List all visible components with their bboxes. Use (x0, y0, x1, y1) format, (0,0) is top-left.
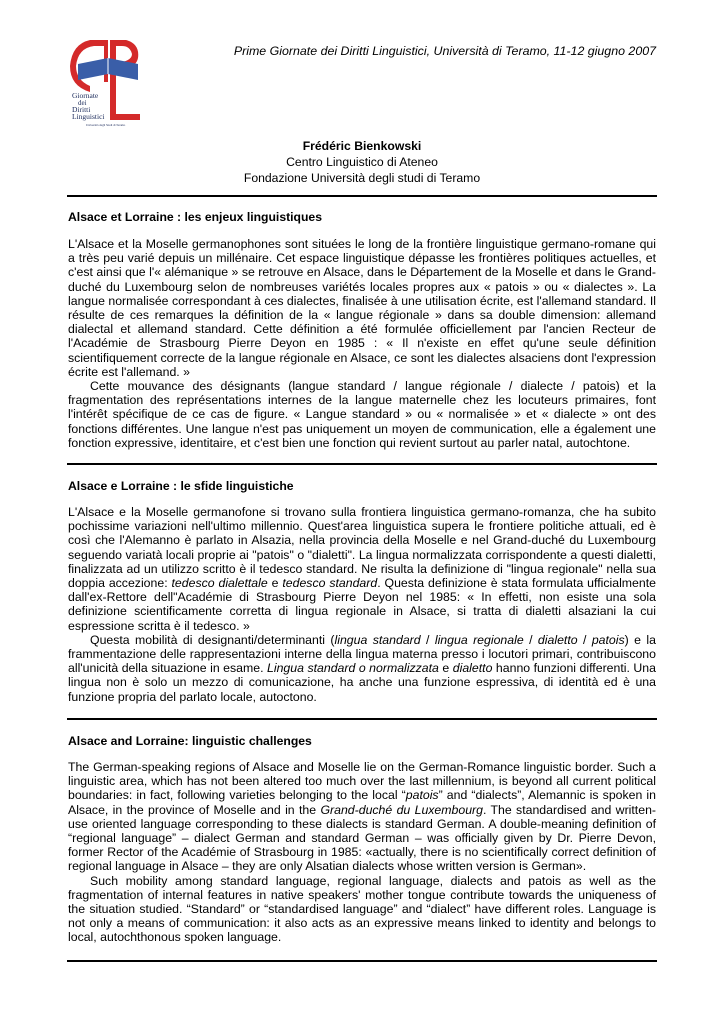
section-title-fr: Alsace et Lorraine : les enjeux linguistiques (68, 210, 322, 224)
section-body-en (68, 760, 656, 945)
paragraph: Questa mobilità di designanti/determinanti (lingua standard / lingua regionale / dialetto / patois) e la frammentazione delle rappresentazioni interne della lingua materna presso i locutori primari, contribuiscono all'unicità della situazione in esame. Lingua standard o normalizzata e dialetto hanno funzioni differenti. Una lingua non è solo un mezzo di comunicazione, ha anche una funzione espressiva, di identità ed è una funzione propria del parlato locale, autoctono. (68, 632, 656, 704)
author-block (0, 138, 724, 187)
logo-small-text: Università degli Studi di Teramo (86, 123, 126, 127)
divider (67, 960, 657, 962)
divider (67, 463, 657, 465)
conference-title: Prime Giornate dei Diritti Linguistici, Università di Teramo, 11-12 giugno 2007 (233, 44, 656, 58)
section-body-fr (68, 237, 656, 450)
author-affiliation-1: Centro Linguistico di Ateneo (286, 155, 438, 170)
paragraph: Such mobility among standard language, regional language, dialects and patois as well as the fragmentation of internal features in native speakers' mother tongue contribute towards the uniqueness of the situation studied. “Standard” or “standardised language” and “dialect” have different roles. Language is not only a means of communication: it also acts as an expressive means linked to identity and belongs to local, autochthonous spoken language. (68, 873, 656, 945)
divider (67, 718, 657, 720)
author-affiliation-2: Fondazione Università degli studi di Teramo (243, 171, 481, 186)
section-title-it: Alsace e Lorraine : le sfide linguistiche (68, 479, 294, 493)
logo-text-4: Linguistici (72, 112, 105, 121)
logo-text-1: Giornate (72, 91, 99, 100)
author-name: Frédéric Bienkowski (302, 139, 422, 153)
section-title-en: Alsace and Lorraine: linguistic challenges (68, 734, 312, 748)
logo-text-3: Diritti (72, 105, 91, 114)
paragraph: The German-speaking regions of Alsace and Moselle lie on the German-Romance linguistic border. Such a linguistic area, which has not been altered too much over the last millennium, is beyond all current political boundaries: in fact, following varieties belonging to the local “patois” and “dialects”, Alemannic is spoken in Alsace, in the province of Moselle and in the Grand-duché du Luxembourg. The standardised and written-use oriented language corresponding to these dialects is standard German. A double-meaning definition of “regional language” – dialect German and standard German – was officially given by Dr. Pierre Devon, former Rector of the Académie of Strasbourg in 1985: «actually, there is no scientifically correct definition of regional language in Alsace – they are only Alsatian dialects whose written version is German». (68, 760, 656, 874)
logo-text-2: dei (78, 99, 87, 107)
paragraph: L'Alsace e la Moselle germanofone si trovano sulla frontiera linguistica germano-romanza, che ha subito pochissime variazioni nell'ultimo millennio. Quest'area linguistica supera le frontiere politiche attuali, ed è così che l'Alemanno è parlato in Alsazia, nella provincia della Moselle e nel Grand-duché du Luxembourg seguendo variatà locali proprie ai "patois" o "dialetti". La lingua normalizzata corrispondente a questi dialetti, finalizzata ad un utilizzo scritto è il tedesco standard. Ne risulta la definizione di "lingua regionale" nella sua doppia accezione: tedesco dialettale e tedesco standard. Questa definizione è stata formulata ufficialmente dall'ex-Rettore dell"Académie di Strasbourg Pierre Deyon nel 1985: « In effetti, non esiste una sola definizione scientificamente corretta di lingua regionale in Alsace, si tratta di dialetti alsaziani la cui espressione scritta è il tedesco. » (68, 505, 656, 633)
section-body-it (68, 505, 656, 704)
paragraph: Cette mouvance des désignants (langue standard / langue régionale / dialecte / patois) et la fragmentation des représentations internes de la langue maternelle chez les locuteurs primaires, font l'intérêt spécifique de ce cas de figure. « Langue standard » ou « normalisée » et « dialecte » ont des fonctions différentes. Une langue n'est pas uniquement un moyen de communication, elle a également une fonction expressive, identitaire, et c'est bien une fonction qui revient surtout au parler natal, autochtone. (68, 379, 656, 450)
paragraph: L'Alsace et la Moselle germanophones sont situées le long de la frontière linguistique germano-romane qui a très peu varié depuis un millénaire. Cet espace linguistique dépasse les frontières politiques actuelles, et c'est ainsi que l'« alémanique » se retrouve en Alsace, dans le Département de la Moselle et dans le Grand-duché du Luxembourg selon de nombreuses variétés locales propres aux « patois » ou « dialectes ». La langue normalisée correspondant à ces dialectes, finalisée à une utilisation écrite, est l'allemand standard. Il résulte de ces remarques la définition de la « langue régionale » dans sa double dimension: allemand dialectal et allemand standard. Cette définition a été formulée officiellement par l'ancien Recteur de l'Académie de Strasbourg Pierre Deyon en 1985 : « Il n'existe en effet qu'une seule définition scientifiquement correcte de la langue régionale en Alsace, ce sont les dialectes alsaciens dont l'expression écrite est l'allemand. » (68, 237, 656, 379)
conference-logo (64, 36, 144, 128)
divider (67, 195, 657, 197)
logo-graphic (64, 36, 144, 128)
